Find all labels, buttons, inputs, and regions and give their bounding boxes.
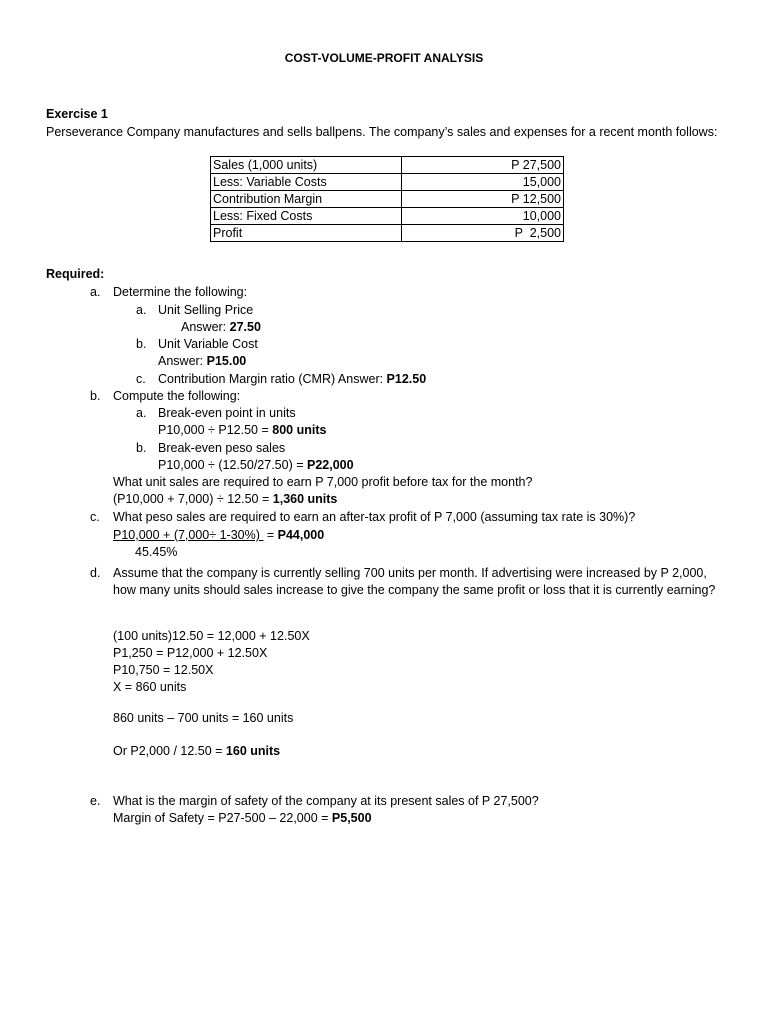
list-item: Assume that the company is currently selling 700 units per month. If advertising were increased by P 2,000, how many units should sales increase to give the company the same profit or loss that it is currently earning? xyxy=(113,566,716,597)
list-item: Break-even peso sales xyxy=(158,441,286,455)
exercise-heading: Exercise 1 xyxy=(46,107,108,121)
item-text: Contribution Margin ratio (CMR) Answer: xyxy=(158,372,387,386)
intro-text: Perseverance Company manufactures and sells ballpens. The company’s sales and expenses for a recent month follows: xyxy=(46,125,718,139)
list-item: Unit Variable Cost xyxy=(158,337,258,351)
row-value: P 12,500 xyxy=(402,191,564,208)
answer-value: P12.50 xyxy=(386,372,427,386)
table-row xyxy=(211,174,564,191)
list-marker: b. xyxy=(90,389,101,403)
row-value: 15,000 xyxy=(402,174,564,191)
required-heading: Required: xyxy=(46,267,105,281)
calc-line: 860 units – 700 units = 160 units xyxy=(113,711,294,725)
row-label: Contribution Margin xyxy=(211,191,402,208)
calc-line xyxy=(113,810,372,826)
list-marker: b. xyxy=(136,337,147,351)
income-statement-table xyxy=(210,156,564,242)
answer-value: 27.50 xyxy=(229,320,261,334)
calc-result: P5,500 xyxy=(331,811,372,825)
calc-numerator: P10,000 + (7,000÷ 1-30%) xyxy=(113,528,264,542)
table-row xyxy=(211,225,564,242)
row-value: 10,000 xyxy=(402,208,564,225)
calc-result: 160 units xyxy=(225,744,281,758)
row-label: Sales (1,000 units) xyxy=(211,157,402,174)
calc-line xyxy=(113,527,324,543)
list-item xyxy=(158,371,426,387)
calc-result: 1,360 units xyxy=(272,492,338,506)
list-marker: a. xyxy=(90,285,101,299)
calc-result: P44,000 xyxy=(277,528,325,542)
row-label: Less: Fixed Costs xyxy=(211,208,402,225)
row-label: Profit xyxy=(211,225,402,242)
calc-line: X = 860 units xyxy=(113,680,187,694)
list-marker: a. xyxy=(136,406,147,420)
list-marker: c. xyxy=(136,372,146,386)
list-item: Determine the following: xyxy=(113,285,248,299)
calc-text: P10,000 ÷ (12.50/27.50) = xyxy=(158,458,307,472)
calc-result: 800 units xyxy=(272,423,327,437)
answer-line xyxy=(158,353,246,369)
list-item: What is the margin of safety of the company at its present sales of P 27,500? xyxy=(113,794,539,808)
row-value: P 27,500 xyxy=(402,157,564,174)
calc-line: P10,750 = 12.50X xyxy=(113,663,214,677)
calc-text: Or P2,000 / 12.50 = xyxy=(113,744,226,758)
table-row xyxy=(211,191,564,208)
calc-line: (100 units)12.50 = 12,000 + 12.50X xyxy=(113,629,310,643)
list-item: Unit Selling Price xyxy=(158,303,254,317)
calc-line: P1,250 = P12,000 + 12.50X xyxy=(113,646,268,660)
answer-label: Answer: xyxy=(158,354,207,368)
answer-line xyxy=(181,319,261,335)
list-marker: d. xyxy=(90,566,101,580)
calc-denominator: 45.45% xyxy=(135,545,178,559)
list-item: Break-even point in units xyxy=(158,406,296,420)
calc-line xyxy=(113,743,280,759)
list-marker: c. xyxy=(90,510,100,524)
calc-equals: = xyxy=(263,528,278,542)
table-row xyxy=(211,208,564,225)
list-marker: a. xyxy=(136,303,147,317)
calc-result: P22,000 xyxy=(306,458,354,472)
calc-line xyxy=(158,422,326,438)
answer-label: Answer: xyxy=(181,320,230,334)
question-text: What unit sales are required to earn P 7,000 profit before tax for the month? xyxy=(113,475,533,489)
table-row xyxy=(211,157,564,174)
page-title: COST-VOLUME-PROFIT ANALYSIS xyxy=(284,51,484,65)
calc-text: Margin of Safety = P27-500 – 22,000 = xyxy=(113,811,332,825)
list-marker: b. xyxy=(136,441,147,455)
answer-value: P15.00 xyxy=(206,354,247,368)
calc-line xyxy=(113,491,337,507)
row-value: P 2,500 xyxy=(402,225,564,242)
calc-text: P10,000 ÷ P12.50 = xyxy=(158,423,273,437)
list-marker: e. xyxy=(90,794,101,808)
calc-line xyxy=(158,457,354,473)
row-label: Less: Variable Costs xyxy=(211,174,402,191)
calc-text: (P10,000 + 7,000) ÷ 12.50 = xyxy=(113,492,273,506)
list-item: Compute the following: xyxy=(113,389,241,403)
list-item: What peso sales are required to earn an after-tax profit of P 7,000 (assuming tax rate is 30%)? xyxy=(113,510,636,524)
